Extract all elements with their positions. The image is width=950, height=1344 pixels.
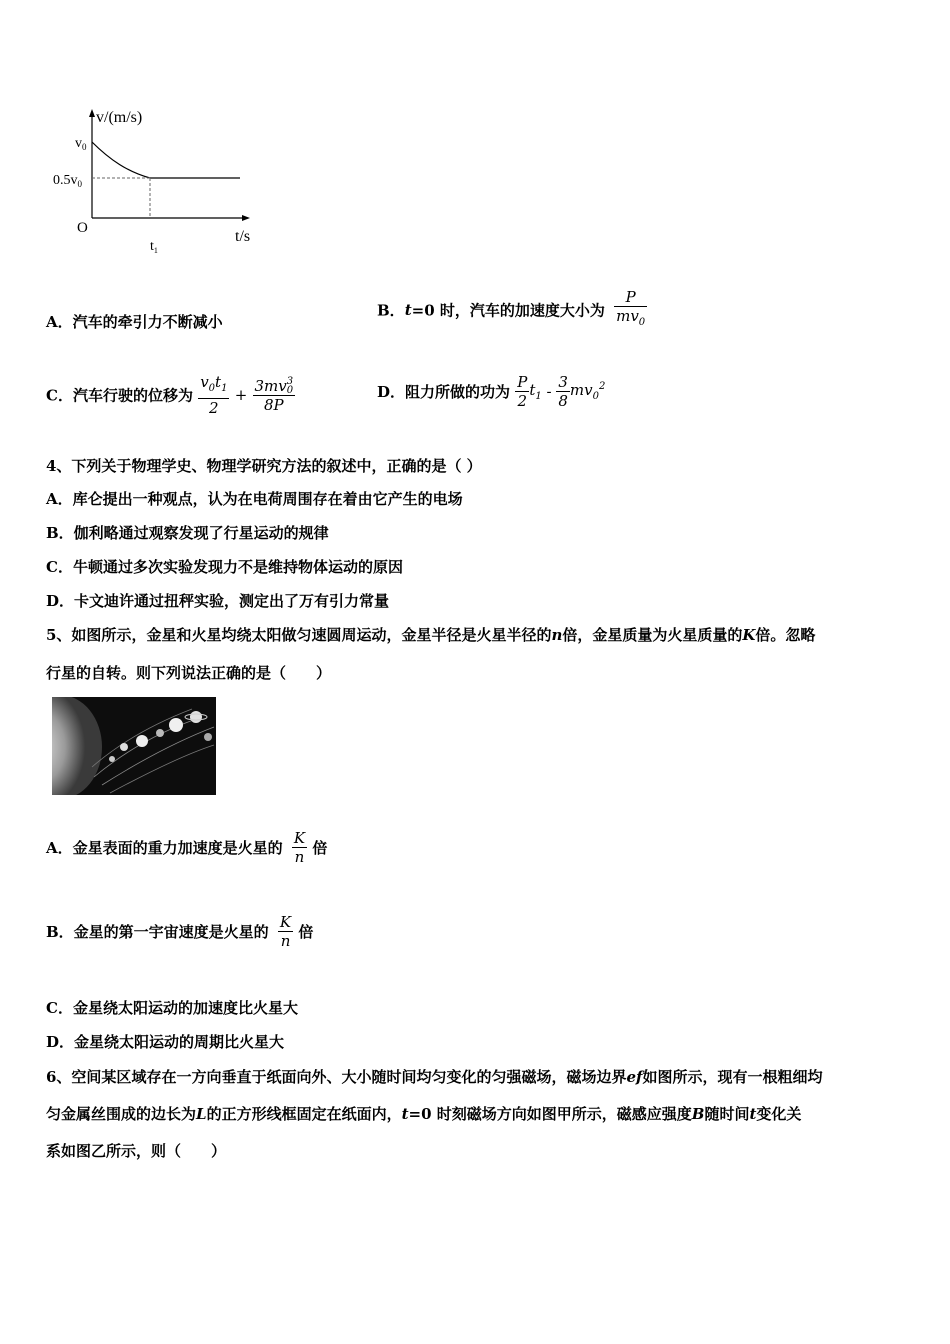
q3-option-c: [46, 373, 295, 417]
q3-d-fraction-1: $\frac{P}{2}$: [517, 373, 528, 410]
q3-d-t1: $t_1$: [529, 381, 542, 402]
q3-option-a: A．汽车的牵引力不断减小: [46, 313, 223, 331]
planet-3: [136, 735, 148, 747]
q5-option-b: B．金星的第一宇宙速度是火星的 $\frac{K}{n}$ 倍: [46, 913, 314, 950]
x-axis-arrow: [242, 215, 250, 221]
q4-option-d: D．卡文迪许通过扭秤实验，测定出了万有引力常量: [46, 592, 390, 610]
q3-b-den: $mv_0$: [614, 306, 647, 332]
y-axis-label: v/(m/s): [96, 109, 143, 126]
q5-option-c: C．金星绕太阳运动的加速度比火星大: [46, 999, 298, 1017]
q4-option-b: B．伽利略通过观察发现了行星运动的规律: [46, 524, 329, 542]
q3-b-fraction: [614, 288, 647, 332]
q3-d-mv0-squared: $mv_0^2$: [569, 381, 606, 402]
q3-c-fraction-1: $\frac{v_0t_1}{2}$: [200, 373, 228, 417]
q5-stem-line-2: 行星的自转。则下列说法正确的是（ ）: [46, 664, 332, 682]
origin-label: O: [77, 220, 88, 236]
velocity-curve: [92, 142, 240, 178]
x-axis-label: t/s: [235, 228, 251, 245]
planet-7: [204, 733, 212, 741]
planet-2: [120, 743, 128, 751]
y-axis-arrow: [89, 109, 95, 117]
q3-c-plus: +: [234, 386, 248, 404]
q6-stem-line-2: 匀金属丝围成的边长为L的正方形线框固定在纸面内，t=0 时刻磁场方向如图甲所示，磁感应强度B随时间t变化关: [46, 1105, 802, 1123]
q6-stem-line-1: 6、空间某区域存在一方向垂直于纸面向外、大小随时间均匀变化的匀强磁场，磁场边界ef如图所示，现有一根粗细均: [46, 1068, 823, 1086]
planet-1: [109, 756, 115, 762]
q3-d-fraction-2: $\frac{3}{8}$: [558, 373, 568, 410]
q5-b-fraction: $\frac{K}{n}$: [279, 913, 292, 950]
q3-b-prefix: B．: [377, 301, 405, 320]
q3-b-num: P: [625, 288, 636, 306]
q3-option-d: [377, 373, 605, 410]
q3-b-t: t: [404, 301, 412, 319]
q5-stem-line-1: 5、如图所示，金星和火星均绕太阳做匀速圆周运动，金星半径是火星半径的n倍，金星质量为火星质量的K倍。忽略: [46, 626, 816, 644]
solar-system-image: [52, 697, 216, 795]
x-tick-t1: $t_1$: [150, 239, 158, 255]
q4-option-a: A．库仑提出一种观点，认为在电荷周围存在着由它产生的电场: [46, 490, 463, 508]
q3-option-b: [377, 288, 647, 332]
y-tick-half-v0: $0.5v_0$: [53, 173, 82, 189]
q3-c-text: C．汽车行驶的位移为: [46, 386, 193, 405]
q3-d-text: D．阻力所做的功为: [377, 383, 511, 401]
q5-a-fraction: $\frac{K}{n}$: [293, 829, 306, 866]
planet-6: [190, 711, 202, 723]
y-tick-v0: $v_0$: [75, 136, 87, 152]
q5-option-d: D．金星绕太阳运动的周期比火星大: [46, 1033, 285, 1051]
q4-option-c: C．牛顿通过多次实验发现力不是维持物体运动的原因: [46, 558, 403, 576]
velocity-time-graph: [40, 100, 270, 260]
q4-stem: 4、下列关于物理学史、物理学研究方法的叙述中，正确的是（ ）: [46, 457, 482, 475]
planet-4: [156, 729, 164, 737]
q3-d-minus: -: [541, 382, 557, 401]
q3-b-text: =0 时，汽车的加速度大小为: [411, 301, 605, 320]
q5-option-a: A．金星表面的重力加速度是火星的 $\frac{K}{n}$ 倍: [46, 829, 328, 866]
q3-c-fraction-2: 3mv3 0 8P: [254, 375, 294, 414]
q6-stem-line-3: 系如图乙所示，则（ ）: [46, 1142, 227, 1160]
planet-5: [169, 718, 183, 732]
